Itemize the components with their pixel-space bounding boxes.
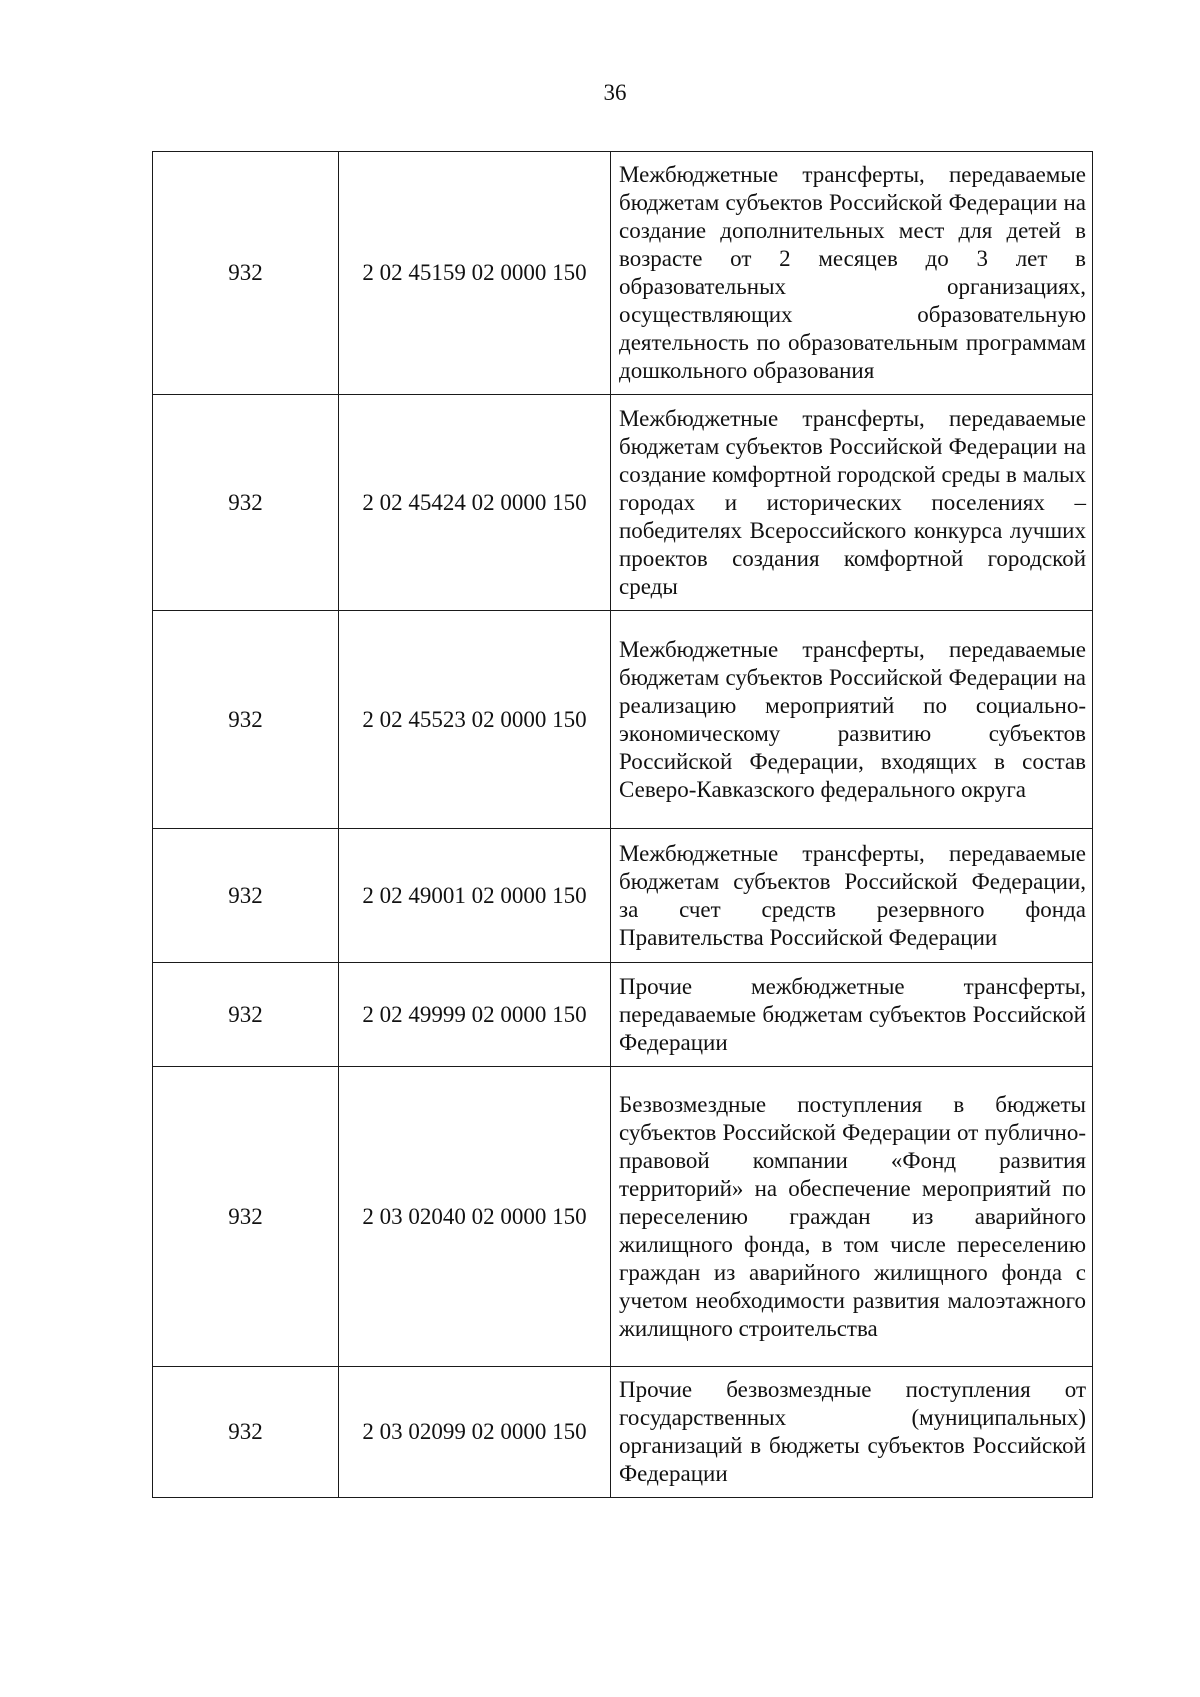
table-row (153, 152, 1093, 395)
admin-code-cell: 932 (153, 963, 339, 1067)
description-cell: Межбюджетные трансферты, передаваемые бюджетам субъектов Российской Федерации на реализацию мероприятий по социально-экономическому развитию субъектов Российской Федерации, входящих в состав Северо-Кавказского федерального округа (611, 611, 1093, 829)
income-code-cell: 2 02 49001 02 0000 150 (339, 829, 611, 963)
table-row (153, 395, 1093, 611)
table-row (153, 611, 1093, 829)
page-number: 36 (603, 80, 627, 105)
income-code-cell: 2 02 49999 02 0000 150 (339, 963, 611, 1067)
description-cell: Межбюджетные трансферты, передаваемые бюджетам субъектов Российской Федерации, за счет средств резервного фонда Правительства Российской Федерации (611, 829, 1093, 963)
admin-code-cell: 932 (153, 152, 339, 395)
income-code-cell: 2 02 45523 02 0000 150 (339, 611, 611, 829)
table-row (153, 1067, 1093, 1367)
admin-code-cell: 932 (153, 395, 339, 611)
income-code-cell: 2 02 45424 02 0000 150 (339, 395, 611, 611)
table-row (153, 1367, 1093, 1498)
description-cell: Прочие безвозмездные поступления от государственных (муниципальных) организаций в бюджеты субъектов Российской Федерации (611, 1367, 1093, 1498)
income-code-cell: 2 02 45159 02 0000 150 (339, 152, 611, 395)
description-cell: Прочие межбюджетные трансферты, передаваемые бюджетам субъектов Российской Федерации (611, 963, 1093, 1067)
admin-code-cell: 932 (153, 1367, 339, 1498)
table-row (153, 829, 1093, 963)
admin-code-cell: 932 (153, 611, 339, 829)
description-cell: Безвозмездные поступления в бюджеты субъектов Российской Федерации от публично-правовой компании «Фонд развития территорий» на обеспечение мероприятий по переселению граждан из аварийного жилищного фонда, в том числе переселению граждан из аварийного жилищного фонда с учетом необходимости развития малоэтажного жилищного строительства (611, 1067, 1093, 1367)
admin-code-cell: 932 (153, 1067, 339, 1367)
income-code-cell: 2 03 02040 02 0000 150 (339, 1067, 611, 1367)
description-cell: Межбюджетные трансферты, передаваемые бюджетам субъектов Российской Федерации на создание дополнительных мест для детей в возрасте от 2 месяцев до 3 лет в образовательных организациях, осуществляющих образовательную деятельность по образовательным программам дошкольного образования (611, 152, 1093, 395)
description-cell: Межбюджетные трансферты, передаваемые бюджетам субъектов Российской Федерации на создание комфортной городской среды в малых городах и исторических поселениях – победителях Всероссийского конкурса лучших проектов создания комфортной городской среды (611, 395, 1093, 611)
table-row (153, 963, 1093, 1067)
budget-classification-table (152, 151, 1093, 1498)
income-code-cell: 2 03 02099 02 0000 150 (339, 1367, 611, 1498)
admin-code-cell: 932 (153, 829, 339, 963)
